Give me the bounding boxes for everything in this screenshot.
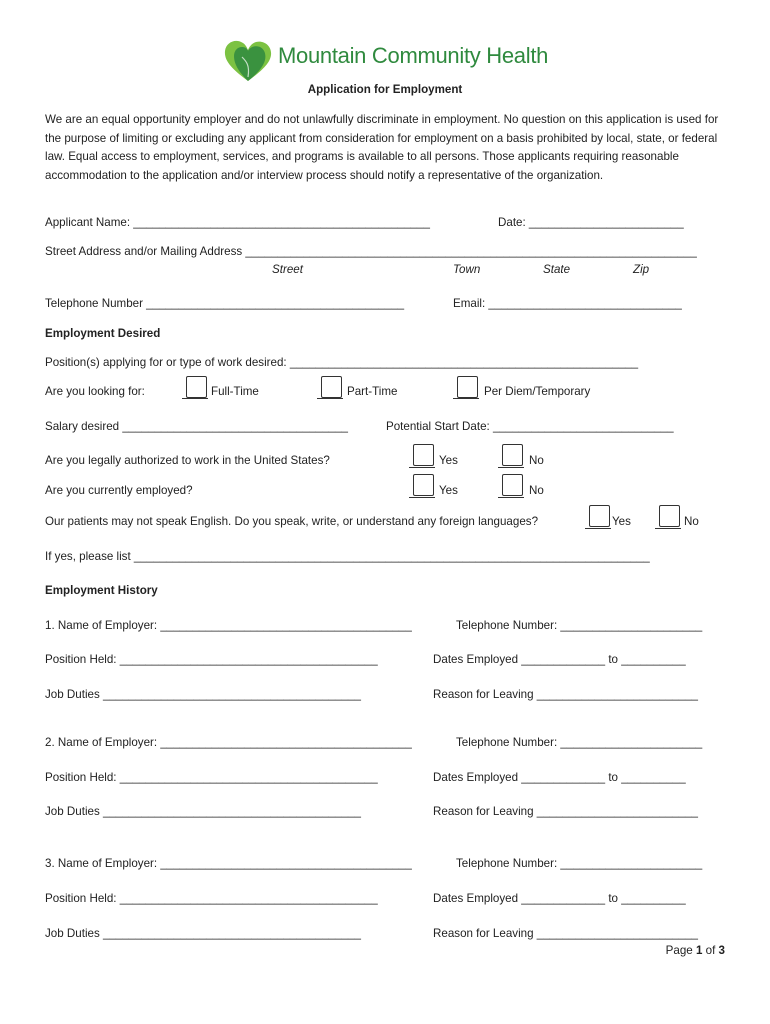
start-date-field[interactable]: Potential Start Date: ____________________________ — [386, 420, 674, 433]
page-word: Page — [665, 944, 693, 957]
page-title: Application for Employment — [307, 83, 463, 96]
job-duties-field[interactable]: Job Duties ________________________________________ — [45, 927, 361, 940]
zip-caption: Zip — [633, 263, 650, 276]
reason-leaving-field[interactable]: Reason for Leaving _________________________ — [433, 805, 698, 818]
town-caption: Town — [453, 263, 481, 276]
authorized-question: Are you legally authorized to work in the United States? — [45, 454, 330, 467]
employer-phone-field[interactable]: Telephone Number: ______________________ — [456, 736, 703, 749]
employed-no-checkbox[interactable] — [502, 474, 523, 496]
job-duties-field[interactable]: Job Duties ________________________________________ — [45, 688, 361, 701]
employment-desired-heading: Employment Desired — [45, 327, 161, 340]
languages-question: Our patients may not speak English. Do you speak, write, or understand any foreign languages? — [45, 515, 539, 528]
authorized-no-label: No — [529, 454, 544, 467]
languages-yes-label: Yes — [612, 515, 631, 528]
authorized-no-checkbox[interactable] — [502, 444, 523, 466]
salary-field[interactable]: Salary desired ___________________________________ — [45, 420, 349, 433]
full-time-label: Full-Time — [211, 385, 259, 398]
employment-history-heading: Employment History — [45, 584, 158, 597]
position-held-field[interactable]: Position Held: ________________________________________ — [45, 653, 378, 666]
dates-employed-field[interactable]: Dates Employed _____________ to __________ — [433, 771, 686, 784]
checkbox-underline — [409, 467, 435, 468]
languages-list-field[interactable]: If yes, please list ________________________________________________________________________________ — [45, 550, 650, 563]
address-field[interactable]: Street Address and/or Mailing Address ______________________________________________________________________ — [45, 245, 697, 258]
employed-yes-label: Yes — [439, 484, 458, 497]
looking-for-label: Are you looking for: — [45, 385, 145, 398]
employer-phone-field[interactable]: Telephone Number: ______________________ — [456, 857, 703, 870]
currently-employed-question: Are you currently employed? — [45, 484, 193, 497]
page-number — [666, 944, 725, 957]
part-time-checkbox[interactable] — [321, 376, 342, 398]
per-diem-label: Per Diem/Temporary — [484, 385, 591, 398]
employer-phone-field[interactable]: Telephone Number: ______________________ — [456, 619, 703, 632]
checkbox-underline — [182, 398, 208, 399]
position-held-field[interactable]: Position Held: ________________________________________ — [45, 771, 378, 784]
date-field[interactable]: Date: ________________________ — [498, 216, 684, 229]
page-current: 1 — [695, 944, 703, 957]
position-desired-field[interactable]: Position(s) applying for or type of work desired: ______________________________________________________ — [45, 356, 639, 369]
applicant-name-field[interactable]: Applicant Name: ______________________________________________ — [45, 216, 430, 229]
reason-leaving-field[interactable]: Reason for Leaving _________________________ — [433, 688, 698, 701]
full-time-checkbox[interactable] — [186, 376, 207, 398]
checkbox-underline — [498, 467, 524, 468]
reason-leaving-field[interactable]: Reason for Leaving _________________________ — [433, 927, 698, 940]
page-total: 3 — [718, 944, 725, 957]
eeo-statement: We are an equal opportunity employer and do not unlawfully discriminate in employment. No question on this application is used for the purpose of limiting or excluding any applicant from consideration for employment on a basis prohibited by local, state, or federal law. Equal access to employment, services, and programs is available to all persons. Those applicants requiring reasonable accommodation to the application and/or interview process should notify a representative of the organization. — [45, 113, 719, 182]
languages-no-label: No — [684, 515, 699, 528]
languages-yes-checkbox[interactable] — [589, 505, 610, 527]
employed-yes-checkbox[interactable] — [413, 474, 434, 496]
checkbox-underline — [317, 398, 343, 399]
part-time-label: Part-Time — [347, 385, 398, 398]
logo — [222, 37, 549, 83]
org-name: Mountain Community Health — [278, 43, 549, 68]
checkbox-underline — [498, 497, 524, 498]
dates-employed-field[interactable]: Dates Employed _____________ to __________ — [433, 892, 686, 905]
checkbox-underline — [585, 528, 611, 529]
page-of: of — [705, 944, 716, 957]
checkbox-underline — [409, 497, 435, 498]
state-caption: State — [543, 263, 571, 276]
languages-no-checkbox[interactable] — [659, 505, 680, 527]
checkbox-underline — [453, 398, 479, 399]
telephone-field[interactable]: Telephone Number ________________________________________ — [45, 297, 405, 310]
position-held-field[interactable]: Position Held: ________________________________________ — [45, 892, 378, 905]
authorized-yes-checkbox[interactable] — [413, 444, 434, 466]
email-field[interactable]: Email: ______________________________ — [453, 297, 682, 310]
employer-name-field[interactable]: 1. Name of Employer: _______________________________________ — [45, 619, 412, 632]
heart-logo-icon — [222, 37, 276, 83]
employed-no-label: No — [529, 484, 544, 497]
authorized-yes-label: Yes — [439, 454, 458, 467]
per-diem-checkbox[interactable] — [457, 376, 478, 398]
employer-name-field[interactable]: 3. Name of Employer: _______________________________________ — [45, 857, 412, 870]
employer-name-field[interactable]: 2. Name of Employer: _______________________________________ — [45, 736, 412, 749]
dates-employed-field[interactable]: Dates Employed _____________ to __________ — [433, 653, 686, 666]
street-caption: Street — [272, 263, 303, 276]
job-duties-field[interactable]: Job Duties ________________________________________ — [45, 805, 361, 818]
checkbox-underline — [655, 528, 681, 529]
